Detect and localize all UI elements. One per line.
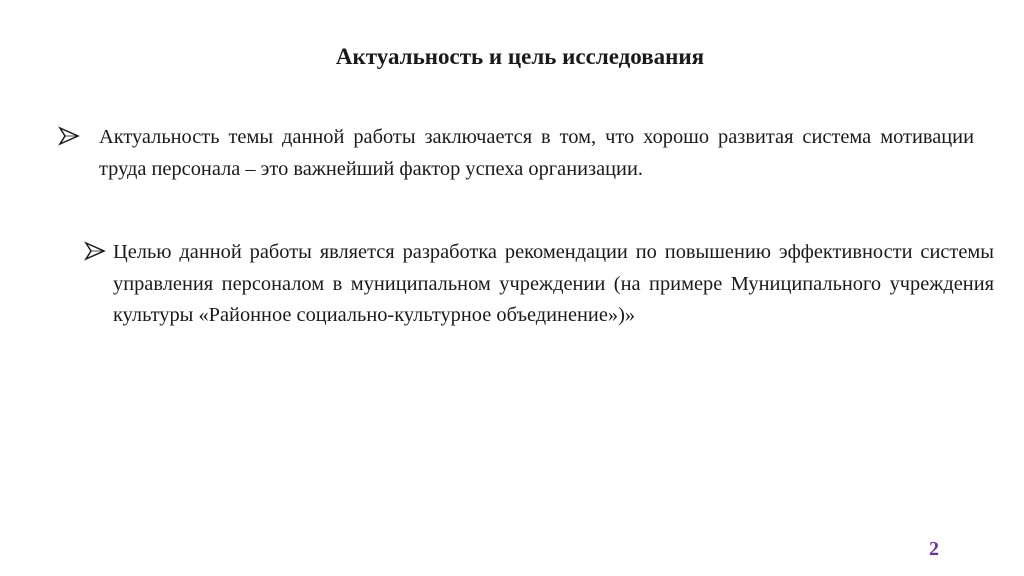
page-number: 2 <box>929 538 939 560</box>
bullet-item-goal <box>84 237 994 332</box>
arrow-bullet-icon <box>84 240 106 262</box>
bullet-text-relevance: Актуальность темы данной работы заключается в том, что хорошо развитая система мотивации труда персонала – это важнейший фактор успеха организации. <box>99 126 974 180</box>
bullet-item-relevance <box>58 122 974 185</box>
slide-title: Актуальность и цель исследования <box>335 44 705 69</box>
arrow-bullet-icon <box>58 125 80 147</box>
bullet-text-goal: Целью данной работы является разработка рекомендации по повышению эффективности системы управления персоналом в муниципальном учреждении (на примере Муниципального учреждения культуры «Районное социально-культурное объединение»)» <box>113 241 994 326</box>
